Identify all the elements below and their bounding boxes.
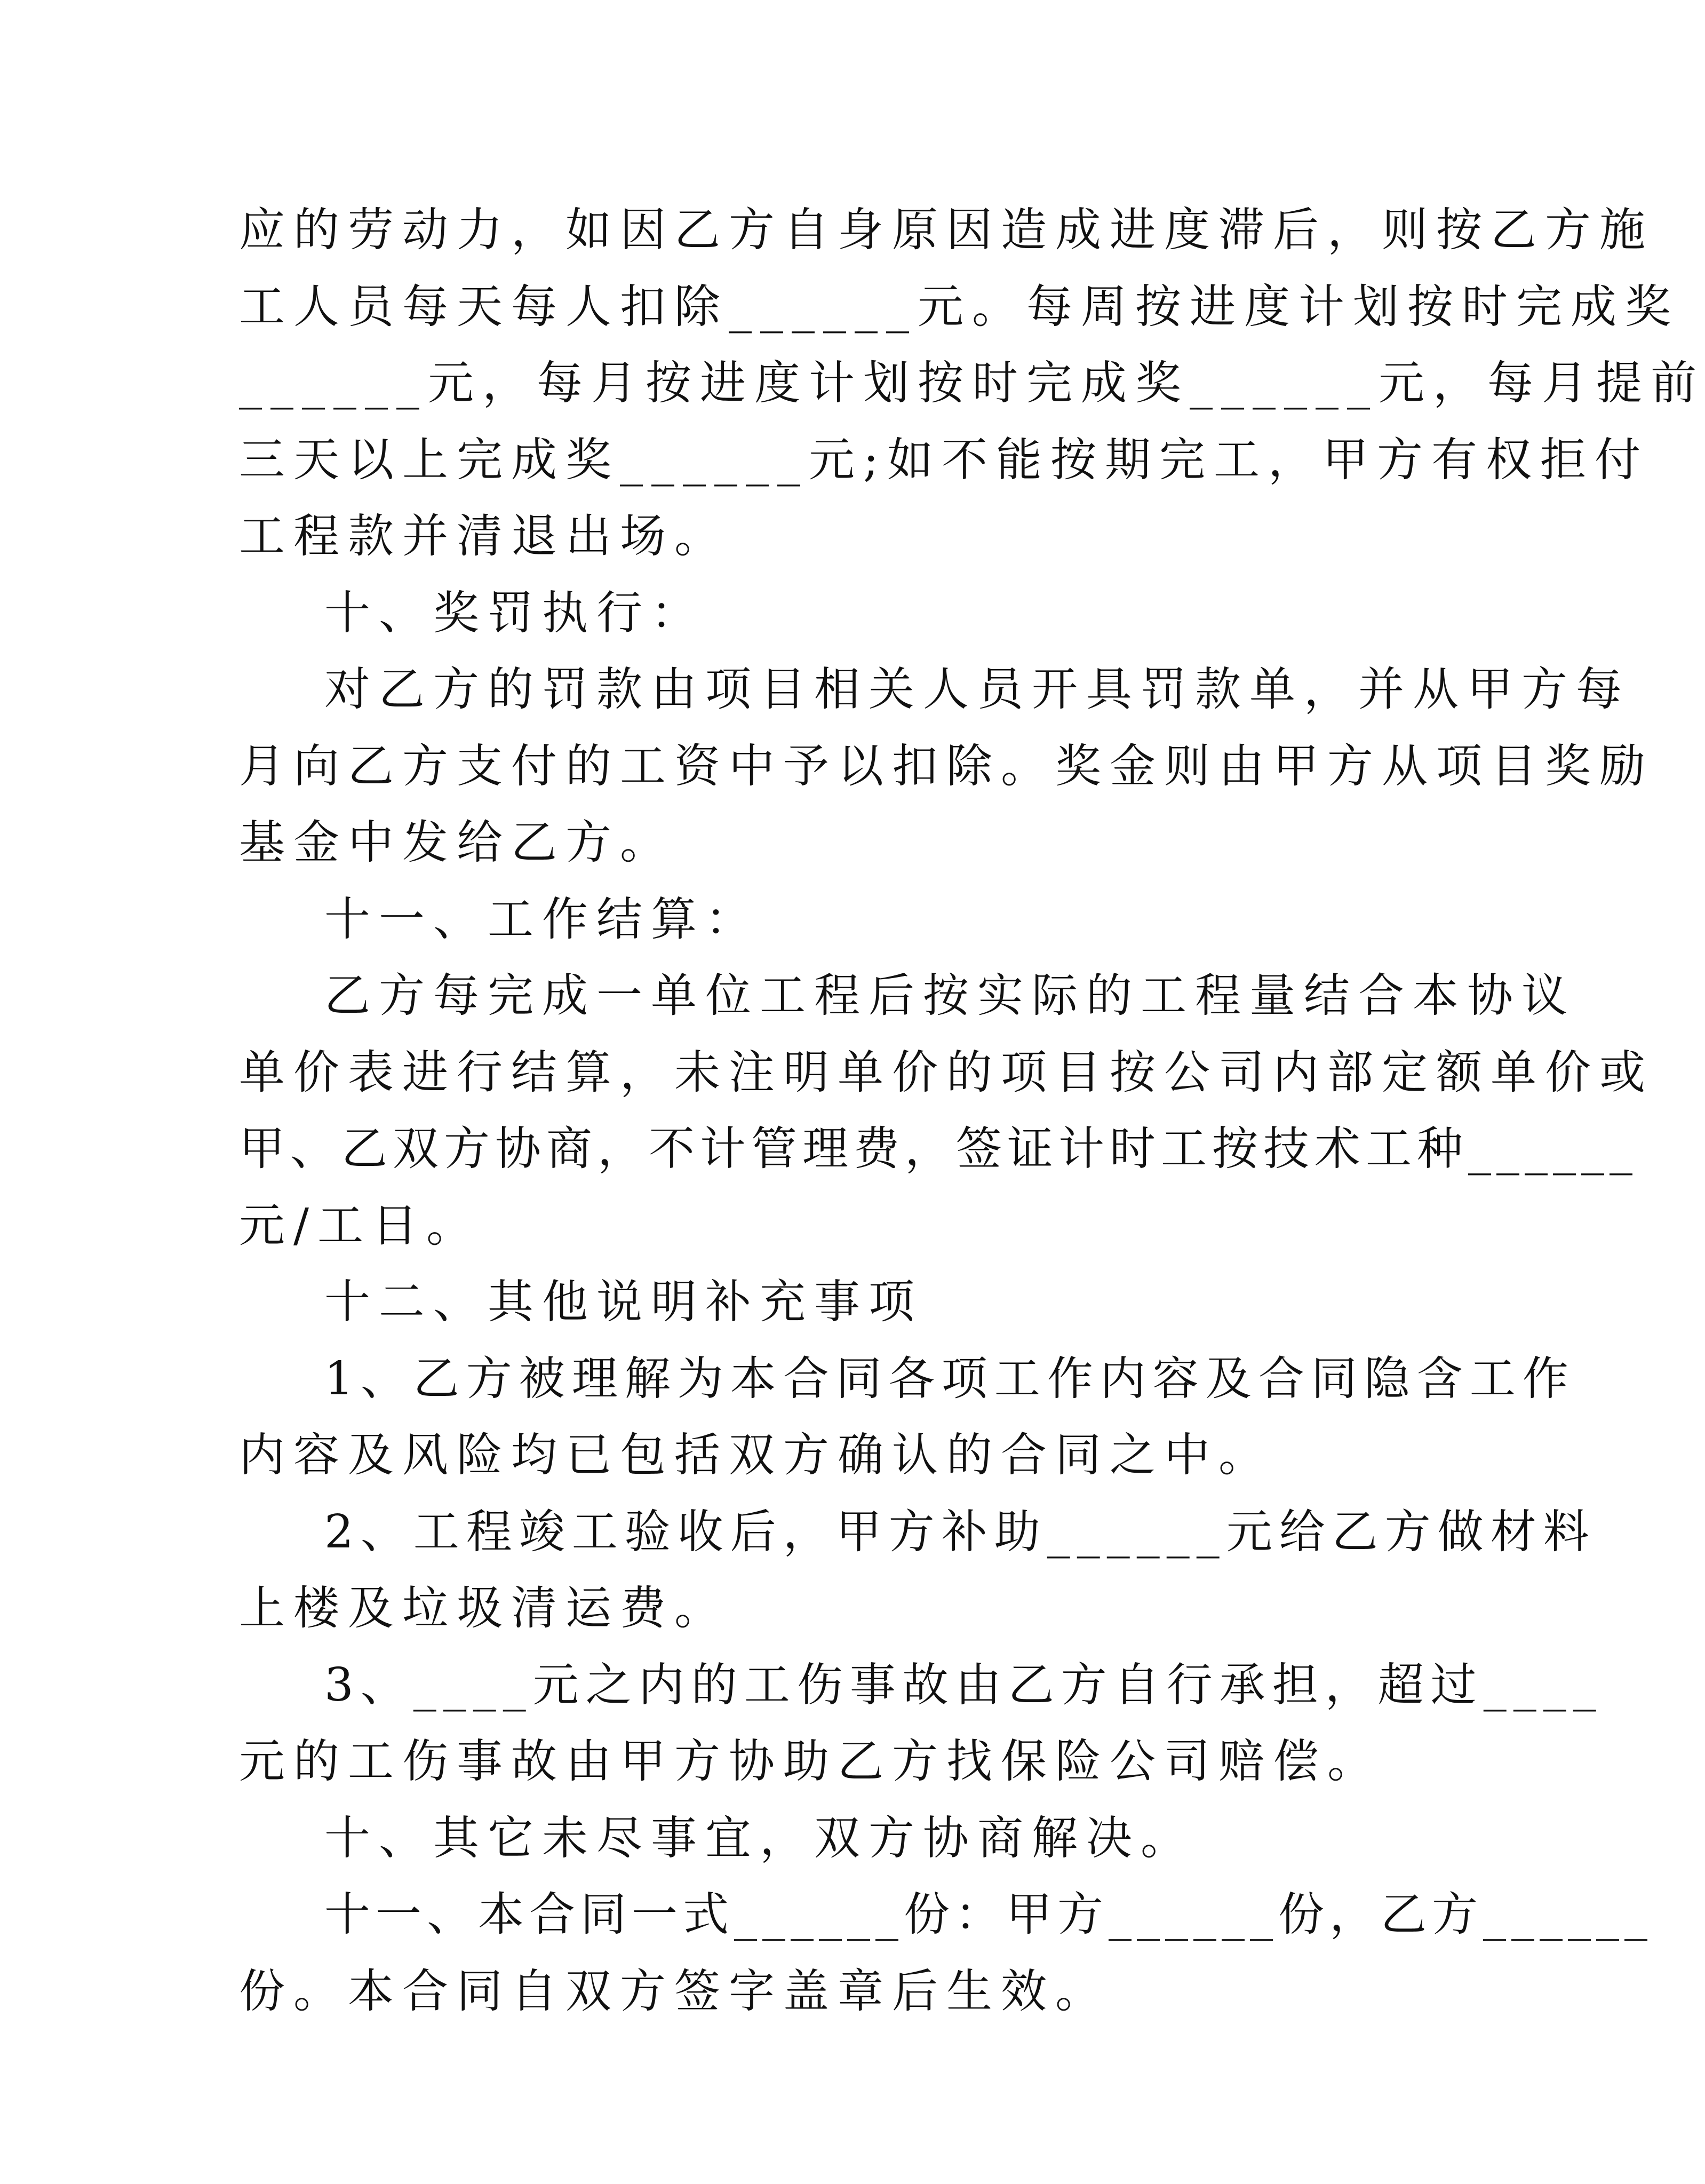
list-item-2: 2、工程竣工验收后，甲方补助______元给乙方做材料 bbox=[324, 1505, 1596, 1559]
section-heading-unresolved: 十、其它未尽事宜，双方协商解决。 bbox=[324, 1811, 1195, 1865]
text-line: 元的工伤事故由甲方协助乙方找保险公司赔偿。 bbox=[239, 1735, 1382, 1788]
contract-body bbox=[239, 192, 1705, 2030]
text-line: ______元，每月按进度计划按时完成奖______元，每月提前 bbox=[239, 356, 1705, 410]
text-line: 对乙方的罚款由项目相关人员开具罚款单，并从甲方每 bbox=[324, 663, 1630, 716]
section-heading-copies: 十一、本合同一式______份：甲方______份，乙方______ bbox=[324, 1888, 1653, 1941]
text-line: 月向乙方支付的工资中予以扣除。奖金则由甲方从项目奖励 bbox=[239, 739, 1654, 793]
text-line: 乙方每完成一单位工程后按实际的工程量结合本协议 bbox=[324, 969, 1576, 1022]
section-heading-other-matters: 十二、其他说明补充事项 bbox=[324, 1275, 923, 1329]
text-line: 甲、乙双方协商，不计管理费，签证计时工按技术工种______ bbox=[239, 1122, 1638, 1176]
text-line: 三天以上完成奖______元;如不能按期完工，甲方有权拒付 bbox=[239, 433, 1649, 487]
text-line: 工人员每天每人扣除______元。每周按进度计划按时完成奖 bbox=[239, 280, 1679, 333]
text-line: 工程款并清退出场。 bbox=[239, 510, 729, 563]
text-line: 内容及风险均已包括双方确认的合同之中。 bbox=[239, 1428, 1273, 1482]
text-line: 元/工日。 bbox=[239, 1198, 481, 1252]
text-line: 上楼及垃圾清运费。 bbox=[239, 1582, 729, 1635]
text-line: 单价表进行结算，未注明单价的项目按公司内部定额单价或 bbox=[239, 1045, 1654, 1099]
text-line: 份。本合同自双方签字盖章后生效。 bbox=[239, 1964, 1110, 2018]
section-heading-settlement: 十一、工作结算： bbox=[324, 892, 760, 946]
text-line: 基金中发给乙方。 bbox=[239, 816, 674, 869]
section-heading-reward-penalty: 十、奖罚执行： bbox=[324, 586, 705, 640]
list-item-3: 3、____元之内的工伤事故由乙方自行承担，超过____ bbox=[324, 1658, 1603, 1712]
text-line: 应的劳动力，如因乙方自身原因造成进度滞后，则按乙方施 bbox=[239, 203, 1654, 257]
list-item-1: 1、乙方被理解为本合同各项工作内容及合同隐含工作 bbox=[324, 1352, 1575, 1405]
